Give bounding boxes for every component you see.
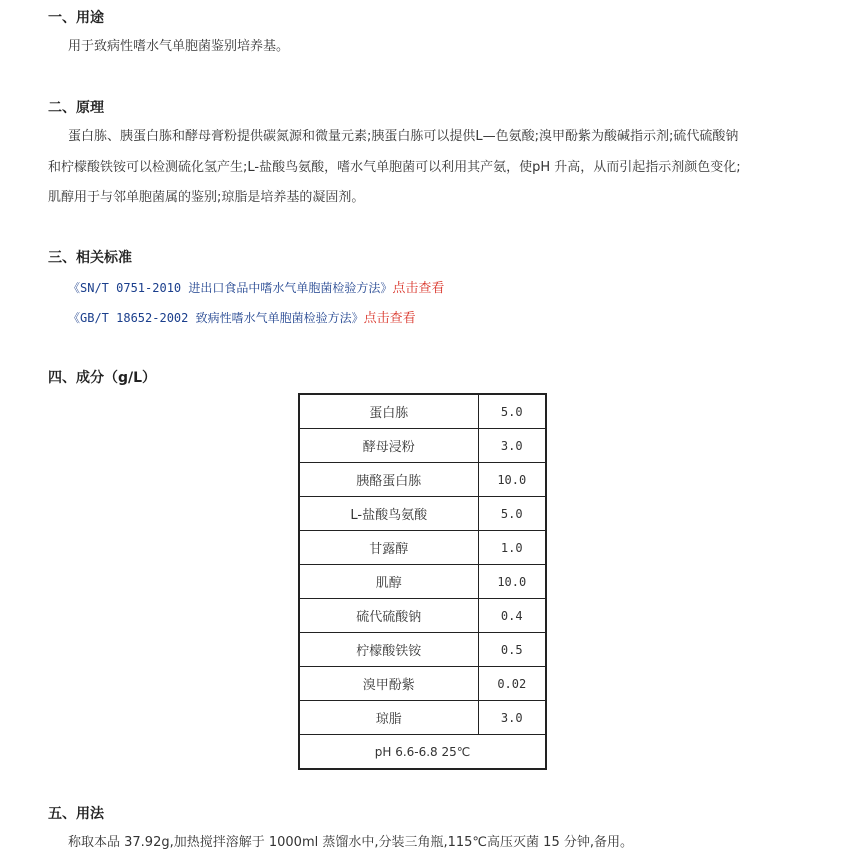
table-row [299, 565, 546, 599]
table-row [299, 497, 546, 531]
ingredient-amount: 5.0 [478, 394, 546, 429]
ingredient-name: 甘露醇 [299, 531, 478, 565]
standard-title-link[interactable]: 《SN/T 0751-2010 进出口食品中嗜水气单胞菌检验方法》 [68, 281, 393, 295]
ingredient-amount: 5.0 [478, 497, 546, 531]
view-link[interactable]: 点击查看 [392, 281, 445, 296]
ingredient-name: L-盐酸鸟氨酸 [299, 497, 478, 531]
section-title-composition: 四、成分（g/L） [48, 370, 157, 386]
ingredient-name: 蛋白胨 [299, 394, 478, 429]
ingredient-amount: 3.0 [478, 429, 546, 463]
ingredient-name: 酵母浸粉 [299, 429, 478, 463]
usage-text: 用于致病性嗜水气单胞菌鉴别培养基。 [68, 39, 290, 54]
ingredient-amount: 10.0 [478, 565, 546, 599]
ingredient-name: 琼脂 [299, 701, 478, 735]
ingredient-amount: 3.0 [478, 701, 546, 735]
ph-temperature: pH 6.6-6.8 25℃ [299, 735, 546, 770]
table-row [299, 667, 546, 701]
table-row [299, 633, 546, 667]
table-row [299, 531, 546, 565]
standard-item [68, 308, 416, 329]
section-title-method: 五、用法 [48, 806, 104, 822]
ingredient-amount: 0.02 [478, 667, 546, 701]
ingredient-amount: 0.5 [478, 633, 546, 667]
principle-line-2: 和柠檬酸铁铵可以检测硫化氢产生;L-盐酸鸟氨酸，嗜水气单胞菌可以利用其产氨，使pH 升高，从而引起指示剂颜色变化; [48, 160, 741, 175]
principle-line-1: 蛋白胨、胰蛋白胨和酵母膏粉提供碳氮源和微量元素;胰蛋白胨可以提供L—色氨酸;溴甲酚紫为酸碱指示剂;硫代硫酸钠 [68, 129, 739, 144]
principle-line-3: 肌醇用于与邻单胞菌属的鉴别;琼脂是培养基的凝固剂。 [48, 190, 365, 205]
ingredient-name: 胰酪蛋白胨 [299, 463, 478, 497]
section-title-principle: 二、原理 [48, 100, 104, 116]
table-row [299, 463, 546, 497]
ingredient-amount: 1.0 [478, 531, 546, 565]
ingredient-amount: 10.0 [478, 463, 546, 497]
section-title-usage: 一、用途 [48, 10, 104, 26]
ingredient-amount: 0.4 [478, 599, 546, 633]
table-footer-row [299, 735, 546, 770]
composition-table [298, 393, 547, 770]
table-row [299, 701, 546, 735]
table-row [299, 599, 546, 633]
standard-item [68, 278, 444, 299]
ingredient-name: 溴甲酚紫 [299, 667, 478, 701]
view-link[interactable]: 点击查看 [363, 311, 416, 326]
table-row [299, 429, 546, 463]
table-row [299, 394, 546, 429]
ingredient-name: 肌醇 [299, 565, 478, 599]
ingredient-name: 硫代硫酸钠 [299, 599, 478, 633]
ingredient-name: 柠檬酸铁铵 [299, 633, 478, 667]
section-title-standards: 三、相关标准 [48, 250, 132, 266]
standard-title-link[interactable]: 《GB/T 18652-2002 致病性嗜水气单胞菌检验方法》 [68, 311, 364, 325]
method-text: 称取本品 37.92g,加热搅拌溶解于 1000ml 蒸馏水中,分装三角瓶,115℃高压灭菌 15 分钟,备用。 [68, 835, 633, 850]
